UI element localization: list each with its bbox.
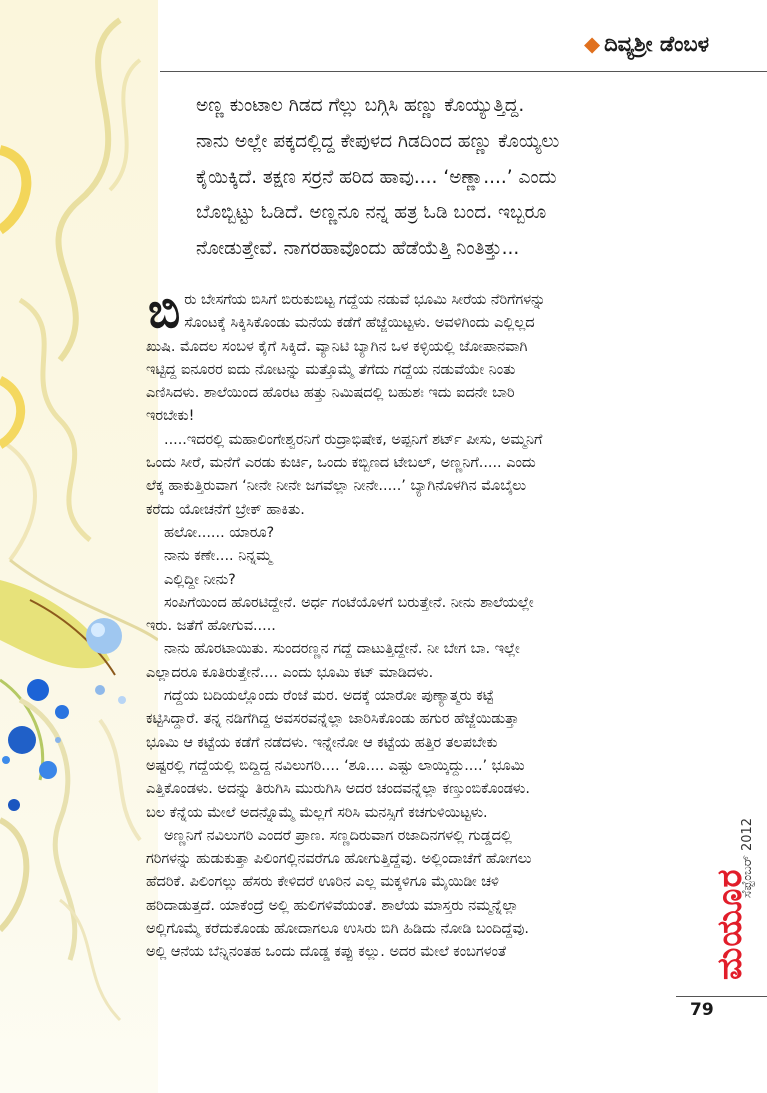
body-line: ಸಂಪಿಗೆಯಿಂದ ಹೊರಟಿದ್ದೇನೆ. ಅರ್ಧ ಗಂಟೆಯೊಳಗೆ ಬರುತ್ತೇನೆ. ನೀನು ಶಾಲೆಯಲ್ಲೇ	[164, 594, 534, 611]
body-line: ಕಟ್ಟಿಸಿದ್ದಾರೆ. ತನ್ನ ನಡಿಗೆಗಿದ್ದ ಅವಸರವನ್ನೆಲ್ಲಾ ಜಾರಿಸಿಕೊಂಡು ಹಗುರ ಹೆಜ್ಜೆಯಿಡುತ್ತಾ	[146, 711, 519, 728]
author-name	[584, 32, 709, 57]
body-line: ಗರಿಗಳನ್ನು ಹುಡುಕುತ್ತಾ ಪಿಲಿಂಗಲ್ಲಿನವರೆಗೂ ಹೋಗುತ್ತಿದ್ದೆವು. ಅಲ್ಲಿಂದಾಚೆಗೆ ಹೋಗಲು	[146, 851, 532, 868]
body-line: ಎತ್ತಿಕೊಂಡಳು. ಅದನ್ನು ತಿರುಗಿಸಿ ಮುರುಗಿಸಿ ಅದರ ಚಂದವನ್ನೆಲ್ಲಾ ಕಣ್ತುಂಬಿಕೊಂಡಳು.	[146, 781, 530, 798]
issue-date: ಸೆಪ್ಟೆಂಬರ್ 2012	[740, 817, 755, 898]
story-body	[146, 283, 674, 965]
intro-line: ನೋಡುತ್ತೇವೆ. ನಾಗರಹಾವೊಂದು ಹೆಡೆಯೆತ್ತಿ ನಿಂತಿತ್ತು...	[196, 238, 520, 260]
body-line: ರು ಬೇಸಗೆಯ ಬಿಸಿಗೆ ಬಿರುಕುಬಿಟ್ಟ ಗದ್ದೆಯ ನಡುವೆ ಭೂಮಿ ಸೀರೆಯ ನೆರಿಗೆಗಳನ್ನು	[184, 292, 546, 308]
body-line: ಎಣಿಸಿದಳು. ಶಾಲೆಯಿಂದ ಹೊರಟ ಹತ್ತು ನಿಮಿಷದಲ್ಲಿ ಬಹುಶಃ ಇದು ಐದನೇ ಬಾರಿ	[146, 385, 515, 402]
body-line: ನಾನು ಹೊರಟಾಯಿತು. ಸುಂದರಣ್ಣನ ಗದ್ದೆ ದಾಟುತ್ತಿದ್ದೇನೆ. ನೀ ಬೇಗ ಬಾ. ಇಲ್ಲೇ	[164, 641, 520, 658]
author-label: ದಿವ್ಯಶ್ರೀ ಡೆಂಬಳ	[604, 32, 709, 56]
page-number: 79	[690, 1000, 714, 1020]
body-line: ಅಲ್ಲಿ ಆನೆಯ ಬೆನ್ನಿನಂತಹ ಒಂದು ದೊಡ್ಡ ಕಪ್ಪು ಕಲ್ಲು. ಅದರ ಮೇಲೆ ಕಂಬಗಳಂತೆ	[146, 944, 507, 961]
intro-line: ಅಣ್ಣ ಕುಂಟಾಲ ಗಿಡದ ಗೆಲ್ಲು ಬಗ್ಗಿಸಿ ಹಣ್ಣು ಕೊಯ್ಯುತ್ತಿದ್ದ.	[196, 95, 525, 116]
body-line: ಇರಬೇಕು!	[146, 408, 195, 425]
body-line: ಖುಷಿ. ಮೊದಲ ಸಂಬಳ ಕೈಗೆ ಸಿಕ್ಕಿದೆ. ವ್ಯಾನಿಟಿ ಬ್ಯಾಗಿನ ಒಳ ಕಳ್ಳಿಯಲ್ಲಿ ಜೋಪಾನವಾಗಿ	[146, 338, 528, 355]
body-line: ಗದ್ದೆಯ ಬದಿಯಲ್ಲೊಂದು ರೆಂಜೆ ಮರ. ಅದಕ್ಕೆ ಯಾರೋ ಪುಣ್ಯಾತ್ಮರು ಕಟ್ಟೆ	[164, 688, 494, 705]
body-line: ಸೊಂಟಕ್ಕೆ ಸಿಕ್ಕಿಸಿಕೊಂಡು ಮನೆಯ ಕಡೆಗೆ ಹೆಜ್ಜೆಯಿಟ್ಟಳು. ಅವಳಿಗಿಂದು ಎಲ್ಲಿಲ್ಲದ	[184, 315, 535, 332]
body-line: ಇರು. ಜತೆಗೆ ಹೋಗುವ.....	[146, 618, 276, 635]
intro-paragraph	[196, 88, 696, 267]
intro-line: ಬೊಬ್ಬಿಟ್ಟು ಓಡಿದೆ. ಅಣ್ಣನೂ ನನ್ನ ಹತ್ರ ಓಡಿ ಬಂದ. ಇಬ್ಬರೂ	[196, 202, 547, 224]
header-rule	[160, 71, 767, 72]
magazine-logo: ಮಯೂರ	[710, 868, 750, 980]
body-line: ಹೆದರಿಕೆ. ಪಿಲಿಂಗಲ್ಲು ಹೆಸರು ಕೇಳಿದರೆ ಊರಿನ ಎಲ್ಲ ಮಕ್ಕಳಿಗೂ ಮೈಯಿಡೀ ಚಳಿ	[146, 874, 499, 891]
footer-rule	[676, 996, 767, 997]
decorative-floral-panel	[0, 0, 158, 1093]
body-line: ಹರಿದಾಡುತ್ತದೆ. ಯಾಕೆಂದ್ರೆ ಅಲ್ಲಿ ಹುಲಿಗಳಿವೆಯಂತೆ. ಶಾಲೆಯ ಮಾಸ್ತರು ನಮ್ಮನ್ನೆಲ್ಲಾ	[146, 897, 519, 914]
body-line: ಅಷ್ಟರಲ್ಲಿ ಗದ್ದೆಯಲ್ಲಿ ಬಿದ್ದಿದ್ದ ನವಿಲುಗರಿ.... ‘ಶೂ.... ಎಷ್ಟು ಲಾಯ್ಕಿದ್ದು....’ ಭೂಮಿ	[146, 757, 525, 774]
body-line: ಎಲ್ಲಾದರೂ ಕೂತಿರುತ್ತೇನೆ.... ಎಂದು ಭೂಮಿ ಕಟ್ ಮಾಡಿದಳು.	[146, 664, 434, 681]
drop-cap: ಬಿ	[148, 283, 181, 339]
body-line: ಬಲ ಕೆನ್ನೆಯ ಮೇಲೆ ಅದನ್ನೊಮ್ಮೆ ಮೆಲ್ಲಗೆ ಸರಿಸಿ ಮನಸ್ಸಿಗೆ ಕಚಗುಳಿಯಿಟ್ಟಳು.	[146, 804, 488, 821]
body-line: ಒಂದು ಸೀರೆ, ಮನೆಗೆ ಎರಡು ಕುರ್ಚಿ, ಒಂದು ಕಬ್ಬಿಣದ ಟೇಬಲ್, ಅಣ್ಣನಿಗೆ..... ಎಂದು	[146, 455, 536, 472]
body-line: ಅಣ್ಣನಿಗೆ ನವಿಲುಗರಿ ಎಂದರೆ ಪ್ರಾಣ. ಸಣ್ಣದಿರುವಾಗ ರಜಾದಿನಗಳಲ್ಲಿ ಗುಡ್ಡದಲ್ಲಿ	[164, 827, 512, 844]
body-line: ಲೆಕ್ಕ ಹಾಕುತ್ತಿರುವಾಗ ‘ನೀನೇ ನೀನೇ ಜಗವೆಲ್ಲಾ ನೀನೇ.....’ ಬ್ಯಾಗಿನೊಳಗಿನ ಮೊಬೈಲು	[146, 478, 527, 495]
page-header	[160, 28, 767, 72]
body-line: ಅಲ್ಲಿಗೊಮ್ಮೆ ಕರೆದುಕೊಂಡು ಹೋದಾಗಲೂ ಉಸಿರು ಬಿಗಿ ಹಿಡಿದು ನೋಡಿ ಬಂದಿದ್ದೆವು.	[146, 921, 529, 938]
intro-line: ನಾನು ಅಲ್ಲೇ ಪಕ್ಕದಲ್ಲಿದ್ದ ಕೇಪುಳದ ಗಿಡದಿಂದ ಹಣ್ಣು ಕೊಯ್ಯಲು	[196, 130, 560, 152]
floral-illustration	[0, 0, 158, 1093]
diamond-icon: ◆	[583, 32, 601, 56]
body-line: ಹಲೋ...... ಯಾರೂ?	[164, 524, 275, 541]
magazine-brand	[672, 780, 762, 980]
body-line: ಇಟ್ಟಿದ್ದ ಐನೂರರ ಐದು ನೋಟನ್ನು ಮತ್ತೊಮ್ಮೆ ತೆಗೆದು ಗದ್ದೆಯ ನಡುವೆಯೇ ನಿಂತು	[146, 361, 516, 378]
body-line: ಭೂಮಿ ಆ ಕಟ್ಟೆಯ ಕಡೆಗೆ ನಡೆದಳು. ಇನ್ನೇನೋ ಆ ಕಟ್ಟೆಯ ಹತ್ತಿರ ತಲಪಬೇಕು	[146, 734, 498, 751]
intro-line: ಕೈಯಿಕ್ಕಿದೆ. ತಕ್ಷಣ ಸರ್ರನೆ ಹರಿದ ಹಾವು.... ‘ಅಣ್ಣಾ....’ ಎಂದು	[196, 166, 557, 188]
body-line: .....ಇದರಲ್ಲಿ ಮಹಾಲಿಂಗೇಶ್ವರನಿಗೆ ರುದ್ರಾಭಿಷೇಕ, ಅಪ್ಪನಿಗೆ ಶರ್ಟ್ ಪೀಸು, ಅಮ್ಮನಿಗೆ	[164, 431, 543, 448]
body-line: ನಾನು ಕಣೇ.... ನಿನ್ನಮ್ಮ	[164, 548, 272, 565]
body-line: ಎಲ್ಲಿದ್ದೀ ನೀನು?	[164, 571, 236, 588]
body-line: ಕರೆದು ಯೋಚನೆಗೆ ಬ್ರೇಕ್ ಹಾಕಿತು.	[146, 501, 305, 518]
